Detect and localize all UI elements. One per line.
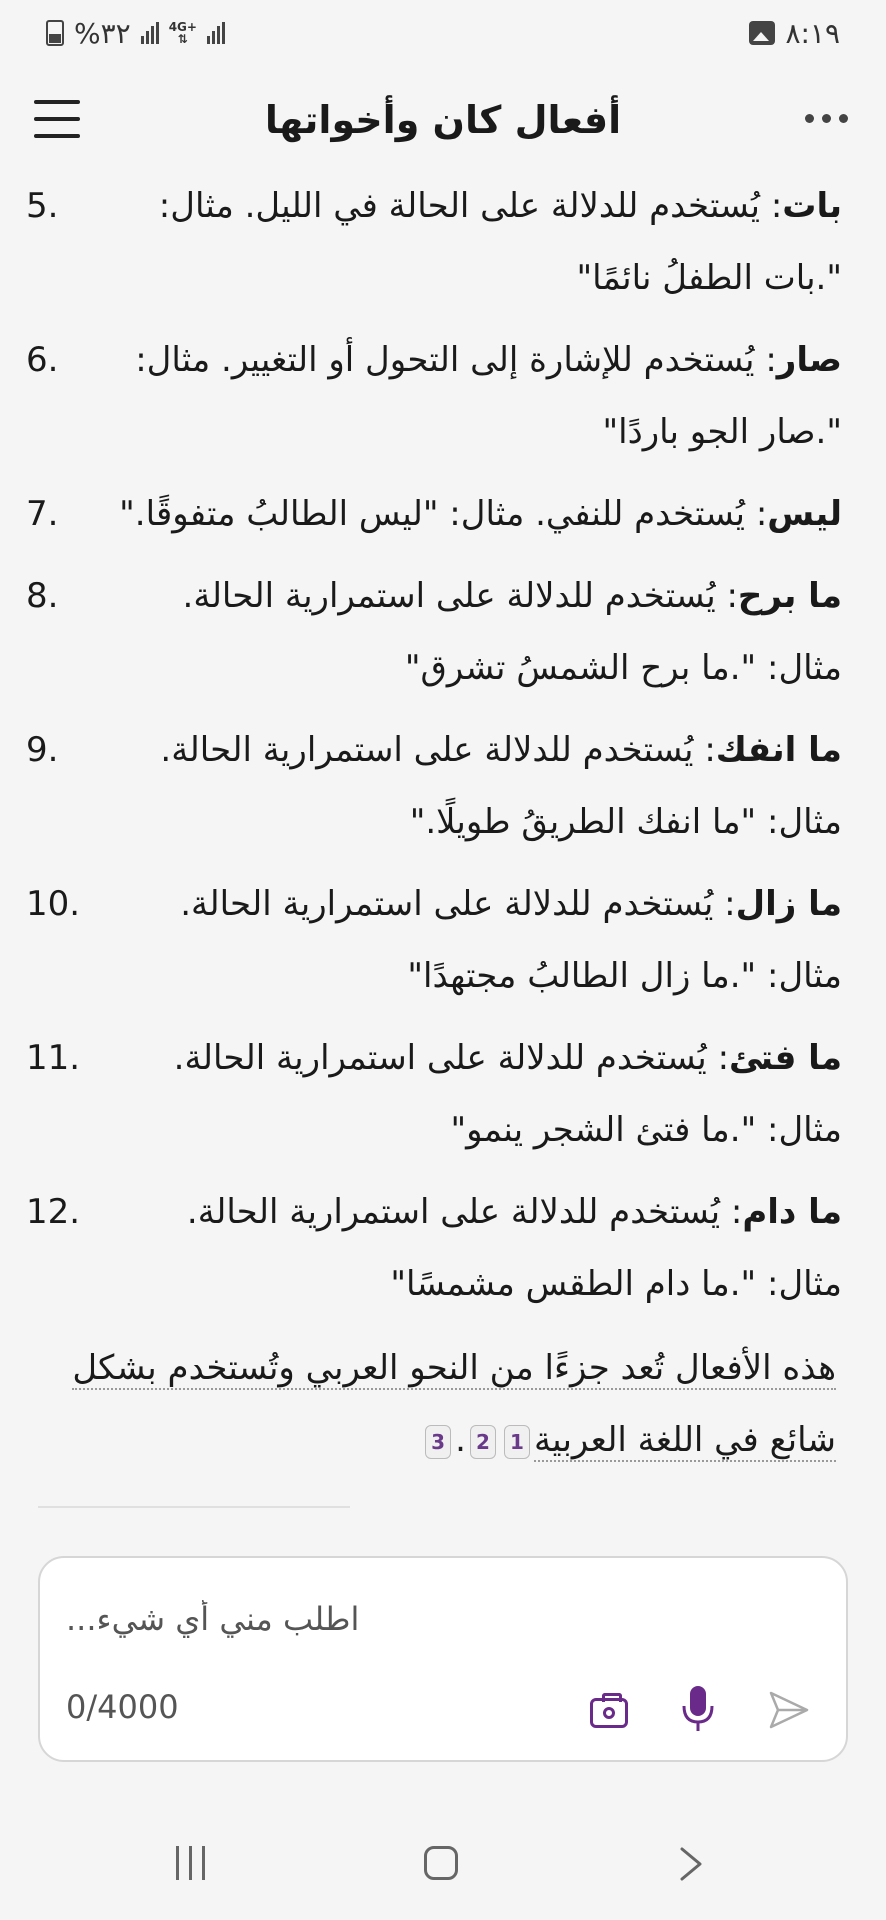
verb-name: ما زال xyxy=(735,884,842,924)
signal-icon-secondary xyxy=(207,22,225,44)
list-item xyxy=(26,324,842,468)
item-number: 6. xyxy=(26,340,59,380)
prompt-composer xyxy=(38,1556,848,1762)
summary-paragraph: هذه الأفعال تُعد جزءًا من النحو العربي وتُستخدم بشكل شائع في اللغة العربية12.3 xyxy=(72,1348,836,1460)
system-navigation-bar xyxy=(0,1826,886,1906)
verb-description: : يُستخدم للدلالة على استمرارية الحالة. مثال: ".ما برح الشمسُ تشرق" xyxy=(182,576,842,688)
status-right xyxy=(749,17,840,50)
verb-description: : يُستخدم للإشارة إلى التحول أو التغيير. مثال: ".صار الجو باردًا" xyxy=(135,340,842,452)
camera-icon[interactable] xyxy=(590,1698,628,1728)
status-bar xyxy=(0,0,886,66)
item-number: 9. xyxy=(26,730,59,770)
list-item xyxy=(26,868,842,1012)
status-time: ٨:١٩ xyxy=(785,16,840,50)
citation-badge[interactable]: 2 xyxy=(470,1425,496,1459)
page-title: أفعال كان وأخواتها xyxy=(264,98,622,142)
verb-name: صار xyxy=(776,340,842,380)
recent-apps-icon[interactable] xyxy=(176,1846,205,1880)
gallery-notification-icon xyxy=(749,21,775,45)
verb-description: : يُستخدم للدلالة على استمرارية الحالة. مثال: ".ما فتئ الشجر ينمو" xyxy=(173,1038,842,1150)
more-options-icon[interactable] xyxy=(805,114,848,123)
send-icon[interactable] xyxy=(768,1690,810,1730)
item-number: 10. xyxy=(26,884,81,924)
status-left xyxy=(46,17,225,50)
home-icon[interactable] xyxy=(424,1846,458,1880)
data-arrows-icon: ⇅ xyxy=(177,32,188,46)
list-item xyxy=(26,478,842,550)
battery-icon xyxy=(46,20,64,46)
verb-description: : يُستخدم للدلالة على الحالة في الليل. مثال: ".بات الطفلُ نائمًا" xyxy=(158,186,842,298)
item-number: 12. xyxy=(26,1192,81,1232)
verb-name: ما انفك xyxy=(715,730,842,770)
item-number: 8. xyxy=(26,576,59,616)
verb-name: ما برح xyxy=(737,576,842,616)
list-item xyxy=(26,714,842,858)
divider xyxy=(38,1506,350,1508)
verb-description: : يُستخدم للدلالة على استمرارية الحالة. مثال: ".ما زال الطالبُ مجتهدًا" xyxy=(180,884,842,996)
summary-text: هذه الأفعال تُعد جزءًا من النحو العربي وتُستخدم بشكل شائع في اللغة العربية xyxy=(72,1348,836,1460)
verb-name: ما فتئ xyxy=(729,1038,842,1078)
hamburger-menu-icon[interactable] xyxy=(34,100,80,138)
list-item xyxy=(26,1176,842,1320)
item-number: 7. xyxy=(26,494,59,534)
list-item xyxy=(26,1022,842,1166)
app-header xyxy=(0,80,886,160)
character-counter: 0/4000 xyxy=(66,1688,179,1726)
citation-badge[interactable]: 1 xyxy=(504,1425,530,1459)
list-item xyxy=(26,170,842,314)
list-item xyxy=(26,560,842,704)
verb-description: : يُستخدم للدلالة على استمرارية الحالة. مثال: "ما انفك الطريقُ طويلًا." xyxy=(160,730,842,842)
item-number: 11. xyxy=(26,1038,81,1078)
verb-description: : يُستخدم للدلالة على استمرارية الحالة. مثال: ".ما دام الطقس مشمسًا" xyxy=(186,1192,842,1304)
network-type: 4G+ ⇅ xyxy=(168,20,197,46)
back-chevron-icon[interactable] xyxy=(676,1846,706,1882)
prompt-input[interactable] xyxy=(64,1588,822,1650)
verb-name: بات xyxy=(782,186,842,226)
battery-level: %٣٢ xyxy=(74,16,131,50)
verb-name: ما دام xyxy=(742,1192,842,1232)
signal-icon xyxy=(141,22,159,44)
microphone-icon[interactable] xyxy=(678,1684,718,1734)
citation-badge[interactable]: 3 xyxy=(425,1425,451,1459)
verb-name: ليس xyxy=(767,494,842,534)
verb-description: : يُستخدم للنفي. مثال: "ليس الطالبُ متفوقًا." xyxy=(119,494,768,534)
chat-response xyxy=(26,170,842,1476)
item-number: 5. xyxy=(26,186,59,226)
